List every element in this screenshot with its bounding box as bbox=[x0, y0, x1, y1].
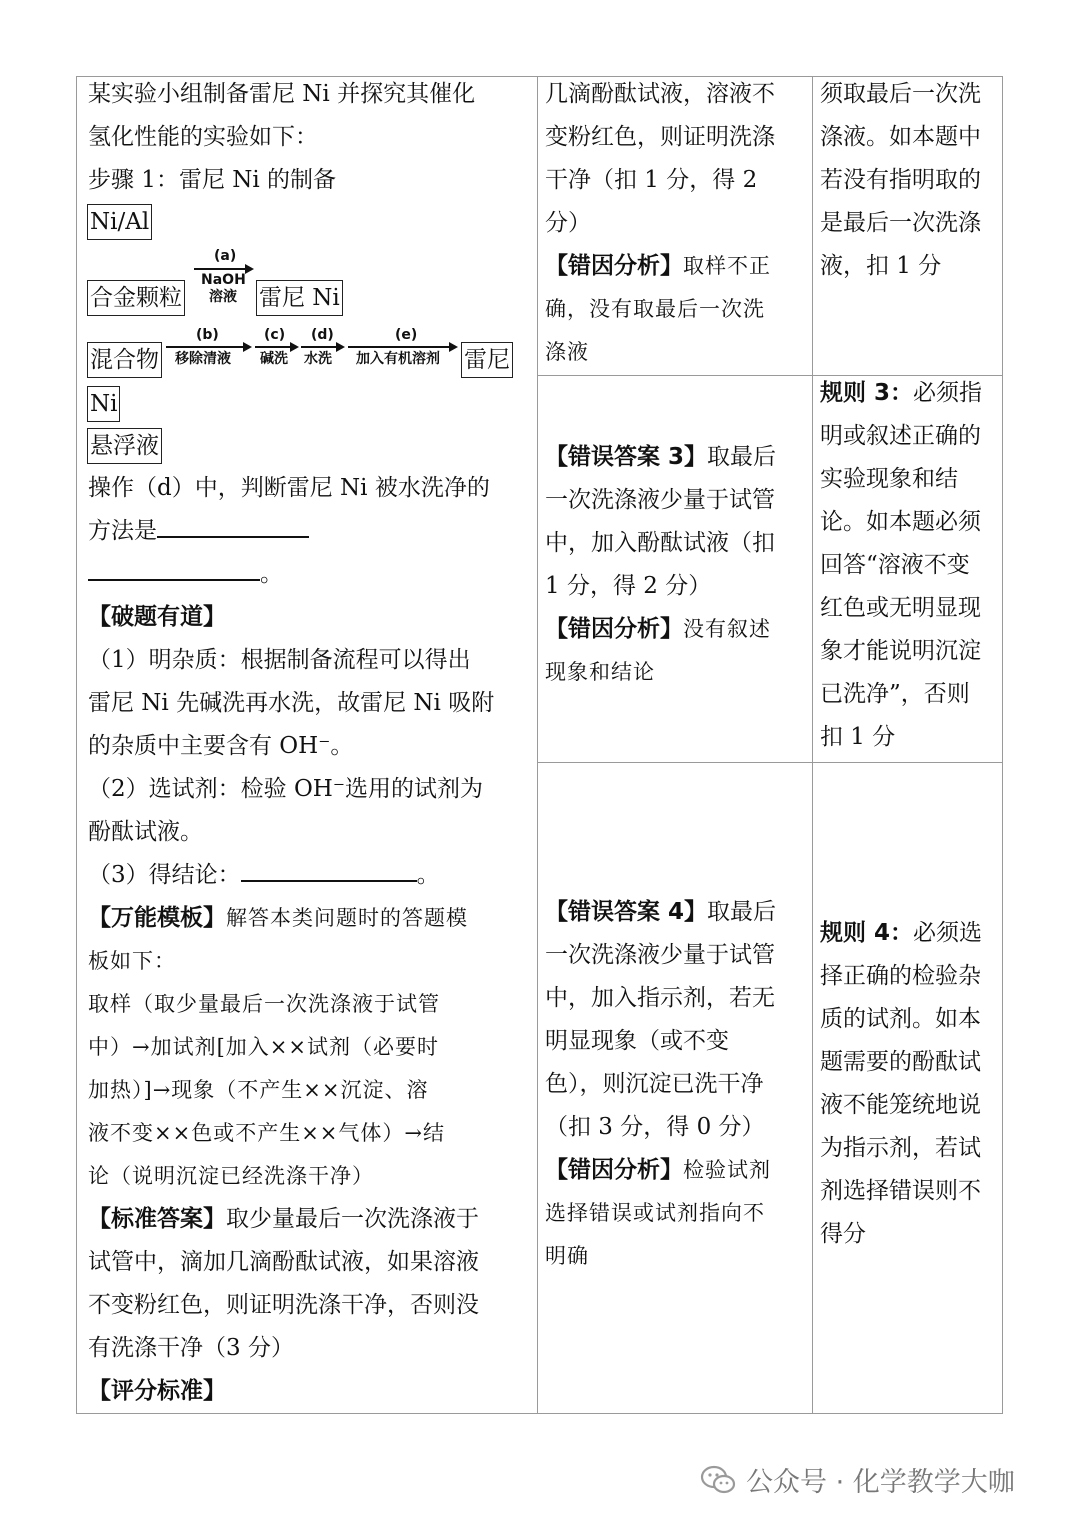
wrong-answer-2-line-1: 几滴酚酞试液，溶液不 bbox=[545, 81, 775, 107]
error-analysis-1-line-2: 确，没有取最后一次洗 bbox=[545, 297, 765, 321]
arrow-b bbox=[166, 346, 250, 348]
poti-title: 【破题有道】 bbox=[88, 604, 226, 630]
rule-cell-3 bbox=[820, 372, 998, 759]
rule-2-line-1: 须取最后一次洗 bbox=[820, 81, 981, 107]
rule-4-line-1 bbox=[820, 912, 998, 955]
wrong-answer-2-line-4: 分） bbox=[545, 210, 591, 236]
error-analysis-1-line-3: 涤液 bbox=[545, 340, 589, 364]
wrong-answer-4-title: 【错误答案 4】 bbox=[545, 899, 708, 925]
rule-3-title: 规则 3： bbox=[820, 380, 914, 406]
error-analysis-2-text: 没有叙述 bbox=[683, 617, 771, 641]
error-analysis-3-text: 检验试剂 bbox=[683, 1158, 771, 1182]
wrong-answer-2-line-2: 变粉红色，则证明洗涤 bbox=[545, 124, 775, 150]
arrow-a bbox=[194, 268, 252, 270]
wechat-watermark bbox=[700, 1460, 1015, 1499]
table-col-divider-1 bbox=[537, 76, 538, 1414]
error-analysis-1-line-1 bbox=[545, 245, 807, 288]
question-line-3 bbox=[88, 553, 528, 596]
box-raney-ni-2: 雷尼 bbox=[461, 342, 513, 378]
wrong-answer-3-line-4: 1 分，得 2 分） bbox=[545, 573, 712, 599]
rule-3-line-6: 红色或无明显现 bbox=[820, 595, 981, 621]
box-raney-ni-2b: Ni bbox=[87, 386, 120, 422]
rule-3-line-4: 论。如本题必须 bbox=[820, 509, 981, 535]
template-line-2: 板如下： bbox=[88, 949, 176, 973]
question-cell bbox=[88, 73, 528, 202]
arrow-d bbox=[301, 346, 343, 348]
wrong-answer-4-line-5: 色），则沉淀已洗干净 bbox=[545, 1071, 764, 1097]
poti-3-text: （3）得结论： bbox=[88, 862, 241, 888]
rule-4-title: 规则 4： bbox=[820, 920, 914, 946]
rule-3-line-9: 扣 1 分 bbox=[820, 724, 896, 750]
poti-2b: 酚酞试液。 bbox=[88, 819, 203, 845]
error-analysis-2-title: 【错因分析】 bbox=[545, 616, 683, 642]
question-cell-continued bbox=[88, 467, 528, 1413]
rule-4-line-8: 得分 bbox=[820, 1221, 866, 1247]
step-b-text: 移除清液 bbox=[175, 351, 231, 367]
question-end: 。 bbox=[260, 561, 283, 587]
wrong-answer-cell-1 bbox=[545, 73, 807, 374]
template-text-1: 解答本类问题时的答题模 bbox=[226, 906, 468, 930]
arrow-a-solution: 溶液 bbox=[209, 289, 237, 305]
box-mixture: 混合物 bbox=[87, 342, 162, 378]
step-e-text: 加入有机溶剂 bbox=[356, 351, 440, 367]
poti-3 bbox=[88, 854, 528, 897]
rule-3-line-2: 明或叙述正确的 bbox=[820, 423, 981, 449]
error-analysis-3-line-1 bbox=[545, 1149, 807, 1192]
wrong-answer-3-line-3: 中，加入酚酞试液（扣 bbox=[545, 530, 775, 556]
rule-4-line-5: 液不能笼统地说 bbox=[820, 1092, 981, 1118]
rule-cell-2 bbox=[820, 73, 998, 288]
wrong-answer-cell-2 bbox=[545, 436, 807, 694]
table-col-divider-2 bbox=[812, 76, 813, 1414]
rule-3-line-3: 实验现象和结 bbox=[820, 466, 958, 492]
wrong-answer-cell-3 bbox=[545, 891, 807, 1278]
template-line-5: 加热）]→现象（不产生××沉淀、溶 bbox=[88, 1078, 429, 1102]
wrong-answer-3-line-1 bbox=[545, 436, 807, 479]
error-analysis-1-text: 取样不正 bbox=[683, 254, 771, 278]
wrong-answer-3-title: 【错误答案 3】 bbox=[545, 444, 708, 470]
question-prefix: 方法是 bbox=[88, 518, 157, 544]
step1-heading: 步骤 1：雷尼 Ni 的制备 bbox=[88, 167, 337, 193]
table-right-border bbox=[1002, 76, 1003, 1414]
step-c-label: (c) bbox=[264, 327, 286, 343]
table-left-border bbox=[76, 76, 77, 1414]
wrong-answer-4-line-3: 中，加入指示剂，若无 bbox=[545, 985, 775, 1011]
error-analysis-2-line-1 bbox=[545, 608, 807, 651]
answer-blank-1[interactable] bbox=[157, 512, 309, 538]
poti-1a: （1）明杂质：根据制备流程可以得出 bbox=[88, 647, 471, 673]
question-line-1: 操作（d）中，判断雷尼 Ni 被水洗净的 bbox=[88, 475, 490, 501]
rule-3-line-8: 已洗净”，否则 bbox=[820, 681, 970, 707]
poti-2a: （2）选试剂：检验 OH⁻选用的试剂为 bbox=[88, 776, 483, 802]
scoring-criteria-title: 【评分标准】 bbox=[88, 1378, 226, 1404]
rule-2-line-3: 若没有指明取的 bbox=[820, 167, 981, 193]
standard-answer-line-1 bbox=[88, 1198, 528, 1241]
standard-answer-line-2: 试管中，滴加几滴酚酞试液，如果溶液 bbox=[88, 1249, 479, 1275]
step-e-label: (e) bbox=[395, 327, 418, 343]
conclusion-blank[interactable] bbox=[241, 856, 417, 882]
rule-3-line-5: 回答“溶液不变 bbox=[820, 552, 970, 578]
intro-line-2: 氢化性能的实验如下： bbox=[88, 124, 318, 150]
watermark-text: 公众号 · 化学教学大咖 bbox=[746, 1467, 1015, 1498]
step-d-text: 水洗 bbox=[304, 351, 332, 367]
answer-blank-2[interactable] bbox=[88, 555, 260, 581]
wrong-answer-4-text: 取最后 bbox=[707, 899, 777, 925]
error-analysis-2-line-2: 现象和结论 bbox=[545, 660, 655, 684]
template-line-6: 液不变××色或不产生××气体）→结 bbox=[88, 1121, 445, 1145]
wrong-answer-3-text: 取最后 bbox=[707, 444, 777, 470]
template-line-4: 中）→加试剂[加入××试剂（必要时 bbox=[88, 1035, 439, 1059]
poti-3-end: 。 bbox=[416, 862, 440, 888]
rule-4-line-2: 择正确的检验杂 bbox=[820, 963, 981, 989]
poti-1c: 的杂质中主要含有 OH⁻。 bbox=[88, 733, 354, 759]
rule-3-line-7: 象才能说明沉淀 bbox=[820, 638, 981, 664]
box-suspension: 悬浮液 bbox=[87, 428, 162, 464]
arrow-a-naoh: NaOH bbox=[201, 272, 246, 288]
box-ni-al: Ni/Al bbox=[87, 204, 152, 240]
rule-cell-4 bbox=[820, 912, 998, 1256]
rule-4-line-3: 质的试剂。如本 bbox=[820, 1006, 981, 1032]
poti-1b: 雷尼 Ni 先碱洗再水洗，故雷尼 Ni 吸附 bbox=[88, 690, 495, 716]
rule-3-line-1 bbox=[820, 372, 998, 415]
rule-4-line-6: 为指示剂，若试 bbox=[820, 1135, 981, 1161]
rule-2-line-2: 涤液。如本题中 bbox=[820, 124, 981, 150]
arrow-a-label: (a) bbox=[214, 248, 237, 264]
template-line-7: 论（说明沉淀已经洗涤干净） bbox=[88, 1164, 374, 1188]
rule-2-line-5: 液，扣 1 分 bbox=[820, 253, 942, 279]
standard-answer-title: 【标准答案】 bbox=[88, 1206, 226, 1232]
rule-4-line-7: 剂选择错误则不 bbox=[820, 1178, 981, 1204]
template-line-3: 取样（取少量最后一次洗涤液于试管 bbox=[88, 992, 440, 1016]
intro-line-1: 某实验小组制备雷尼 Ni 并探究其催化 bbox=[88, 81, 476, 107]
template-title: 【万能模板】 bbox=[88, 905, 226, 931]
question-line-2 bbox=[88, 510, 528, 553]
step-c-text: 碱洗 bbox=[260, 351, 288, 367]
wrong-answer-4-line-2: 一次洗涤液少量于试管 bbox=[545, 942, 775, 968]
arrow-c bbox=[255, 346, 297, 348]
wrong-answer-4-line-4: 明显现象（或不变 bbox=[545, 1028, 729, 1054]
step-b-label: (b) bbox=[196, 327, 219, 343]
wrong-answer-4-line-1 bbox=[545, 891, 807, 934]
rule-3-text: 必须指 bbox=[913, 380, 983, 406]
wrong-answer-2-line-3: 干净（扣 1 分，得 2 bbox=[545, 167, 758, 193]
rule-4-line-4: 题需要的酚酞试 bbox=[820, 1049, 981, 1075]
standard-answer-text-1: 取少量最后一次洗涤液于 bbox=[226, 1206, 479, 1232]
rule-4-text: 必须选 bbox=[913, 920, 983, 946]
wrong-answer-4-line-6: （扣 3 分，得 0 分） bbox=[545, 1114, 765, 1140]
rule-2-line-4: 是最后一次洗涤 bbox=[820, 210, 981, 236]
standard-answer-line-3: 不变粉红色，则证明洗涤干净，否则没 bbox=[88, 1292, 479, 1318]
step-d-label: (d) bbox=[311, 327, 334, 343]
standard-answer-line-4: 有洗涤干净（3 分） bbox=[88, 1335, 294, 1361]
wechat-icon bbox=[700, 1465, 736, 1495]
error-analysis-3-line-2: 选择错误或试剂指向不 bbox=[545, 1201, 765, 1225]
box-raney-ni: 雷尼 Ni bbox=[256, 280, 343, 316]
wrong-answer-3-line-2: 一次洗涤液少量于试管 bbox=[545, 487, 775, 513]
error-analysis-3-title: 【错因分析】 bbox=[545, 1157, 683, 1183]
error-analysis-3-line-3: 明确 bbox=[545, 1244, 589, 1268]
box-alloy-particles: 合金颗粒 bbox=[87, 280, 185, 316]
error-analysis-1-title: 【错因分析】 bbox=[545, 253, 683, 279]
table-row-divider-2 bbox=[537, 762, 1003, 763]
table-bottom-border bbox=[76, 1413, 1003, 1414]
arrow-e bbox=[348, 346, 456, 348]
template-line-1 bbox=[88, 897, 528, 940]
